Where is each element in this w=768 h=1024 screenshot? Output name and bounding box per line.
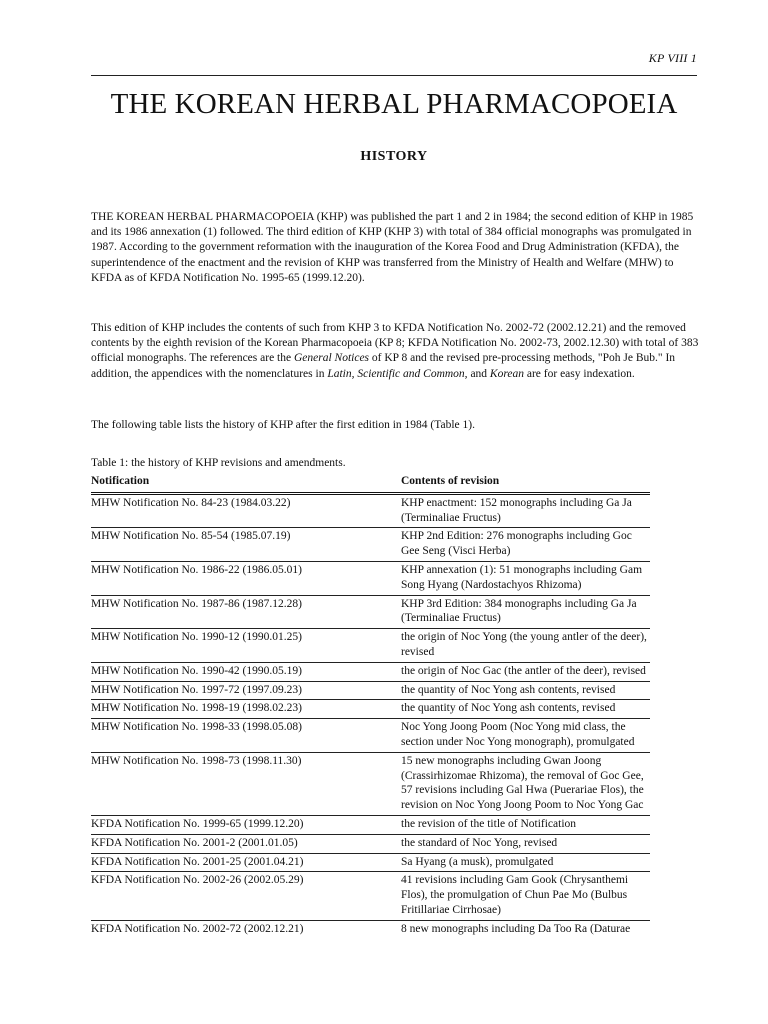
table-row: [91, 681, 650, 700]
table-row: [91, 700, 650, 719]
table-row: [91, 719, 650, 753]
contents-cell: KHP annexation (1): 51 monographs including Gam Song Hyang (Nardostachyos Rhizoma): [401, 561, 650, 595]
page-title: THE KOREAN HERBAL PHARMACOPOEIA: [110, 88, 678, 120]
section-title: HISTORY: [360, 149, 428, 164]
notification-cell: KFDA Notification No. 2002-26 (2002.05.29): [91, 872, 401, 920]
notification-cell: MHW Notification No. 1998-19 (1998.02.23): [91, 700, 401, 719]
paragraph-2-text-1: This edition of KHP includes the contents of such from KHP 3 to KFDA Notification No. 2002-72 (2002.12.21) and the removed contents by the eighth revision of the Korean Pharmacopoeia (KP 8; KFDA Notification No. 2002-73, 2002.12.30) with total of 383 official monographs. The references are the: [91, 322, 699, 365]
table-row: [91, 853, 650, 872]
table-row: [91, 834, 650, 853]
paragraph-2: [91, 321, 703, 382]
notification-cell: MHW Notification No. 1990-42 (1990.05.19): [91, 662, 401, 681]
contents-cell: the quantity of Noc Yong ash contents, revised: [401, 700, 650, 719]
contents-cell: 41 revisions including Gam Gook (Chrysanthemi Flos), the promulgation of Chun Pae Mo (Bulbus Fritillariae Cirrhosae): [401, 872, 650, 920]
column-header-contents: Contents of revision: [401, 473, 650, 493]
table-row: [91, 920, 650, 938]
contents-cell: the standard of Noc Yong, revised: [401, 834, 650, 853]
contents-cell: the revision of the title of Notification: [401, 815, 650, 834]
table-row: [91, 872, 650, 920]
paragraph-2-italic-3: Korean: [489, 367, 524, 380]
notification-cell: KFDA Notification No. 2001-2 (2001.01.05): [91, 834, 401, 853]
paragraph-2-italic-1: General Notices: [293, 352, 370, 365]
notification-cell: MHW Notification No. 1997-72 (1997.09.23): [91, 681, 401, 700]
table-row: [91, 629, 650, 663]
notification-cell: KFDA Notification No. 1999-65 (1999.12.20): [91, 815, 401, 834]
paragraph-2-text-2: of KP 8 and the revised pre-processing methods, "Poh Je Bub." In addition, the appendices with the nomenclatures in: [91, 352, 676, 380]
notification-cell: MHW Notification No. 1987-86 (1987.12.28): [91, 595, 401, 629]
contents-cell: KHP 2nd Edition: 276 monographs including Goc Gee Seng (Visci Herba): [401, 528, 650, 562]
paragraph-2-italic-2: Latin, Scientific and Common,: [327, 367, 468, 380]
column-header-notification: Notification: [91, 473, 401, 493]
notification-cell: MHW Notification No. 1998-73 (1998.11.30): [91, 752, 401, 815]
contents-cell: Noc Yong Joong Poom (Noc Yong mid class, the section under Noc Yong monograph), promulgated: [401, 719, 650, 753]
table-row: [91, 493, 650, 528]
notification-cell: MHW Notification No. 1990-12 (1990.01.25): [91, 629, 401, 663]
notification-cell: MHW Notification No. 84-23 (1984.03.22): [91, 493, 401, 528]
contents-cell: Sa Hyang (a musk), promulgated: [401, 853, 650, 872]
table-body: [91, 493, 650, 938]
notification-cell: KFDA Notification No. 2002-72 (2002.12.21): [91, 922, 304, 935]
paragraph-2-text-3: and: [467, 367, 490, 380]
table-row: [91, 528, 650, 562]
table-caption: Table 1: the history of KHP revisions and amendments.: [91, 457, 346, 469]
paragraph-3: The following table lists the history of KHP after the first edition in 1984 (Table 1).: [91, 419, 475, 431]
notification-cell: MHW Notification No. 1986-22 (1986.05.01): [91, 561, 401, 595]
table-row: [91, 815, 650, 834]
paragraph-1: THE KOREAN HERBAL PHARMACOPOEIA (KHP) was published the part 1 and 2 in 1984; the second edition of KHP in 1985 and its 1986 annexation (1) followed. The third edition of KHP (KHP 3) with total of 384 official monographs was promulgated in 1987. According to the government reformation with the inauguration of the Korea Food and Drug Administration (KFDA), the superintendence of the enactment and the revision of KHP was transferred from the Ministry of Health and Welfare (MHW) to KFDA as of KFDA Notification No. 1995-65 (1999.12.20).: [91, 211, 694, 284]
table-row: [91, 561, 650, 595]
notification-cell: KFDA Notification No. 2001-25 (2001.04.21): [91, 853, 401, 872]
contents-cell: the quantity of Noc Yong ash contents, revised: [401, 681, 650, 700]
running-head: KP VIII 1: [648, 51, 697, 65]
contents-cell: 8 new monographs including Da Too Ra (Daturae: [401, 922, 631, 935]
contents-cell: KHP 3rd Edition: 384 monographs including Ga Ja (Terminaliae Fructus): [401, 595, 650, 629]
table-row: [91, 662, 650, 681]
notification-cell: MHW Notification No. 1998-33 (1998.05.08): [91, 719, 401, 753]
table-header-row: [91, 473, 650, 493]
header-rule: [91, 75, 697, 76]
contents-cell: KHP enactment: 152 monographs including Ga Ja (Terminaliae Fructus): [401, 493, 650, 528]
notification-cell: MHW Notification No. 85-54 (1985.07.19): [91, 528, 401, 562]
contents-cell: the origin of Noc Yong (the young antler of the deer), revised: [401, 629, 650, 663]
contents-cell: the origin of Noc Gac (the antler of the deer), revised: [401, 662, 650, 681]
paragraph-2-text-4: are for easy indexation.: [524, 367, 635, 380]
history-table: [91, 473, 650, 939]
contents-cell: 15 new monographs including Gwan Joong (Crassirhizomae Rhizoma), the removal of Goc Gee, 57 revisions including Gal Hwa (Puerariae Flos), the revision on Noc Yong Joong Poom to Noc Yong Gac: [401, 752, 650, 815]
table-row: [91, 752, 650, 815]
table-row: [91, 595, 650, 629]
